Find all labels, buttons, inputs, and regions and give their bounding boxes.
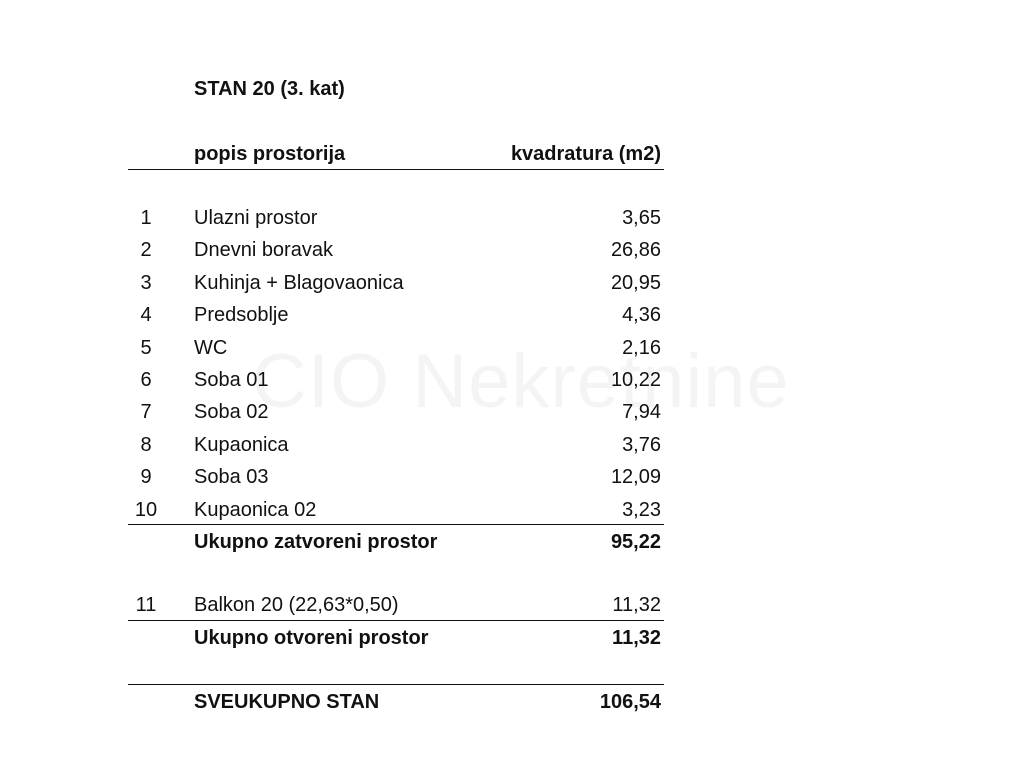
column-header-area: kvadratura (m2): [510, 143, 661, 165]
room-name: Soba 02: [194, 401, 269, 424]
table-row: [128, 235, 664, 267]
row-number: 3: [140, 271, 152, 294]
room-area: 7,94: [622, 401, 661, 424]
grand-total-value: 106,54: [599, 691, 661, 713]
row-number: 8: [140, 433, 152, 456]
room-area: 11,32: [612, 594, 661, 616]
room-name: Kupaonica 02: [194, 498, 317, 521]
room-name: Predsoblje: [194, 304, 289, 327]
row-number: 10: [134, 498, 158, 521]
room-name: Soba 03: [194, 466, 269, 489]
room-area: 2,16: [622, 336, 661, 359]
table-row: [128, 430, 664, 462]
table-row: [128, 397, 664, 429]
row-number: 11: [135, 594, 157, 616]
open-total-row: [128, 627, 664, 653]
table-row-balcony: [128, 594, 664, 620]
closed-total-divider: [128, 524, 664, 525]
row-number: 7: [140, 401, 152, 424]
room-name: Ulazni prostor: [194, 207, 318, 229]
room-area: 3,76: [622, 433, 661, 456]
row-number: 2: [140, 239, 152, 262]
room-name: Kuhinja + Blagovaonica: [194, 271, 404, 294]
room-area: 3,65: [622, 207, 661, 229]
closed-total-value: 95,22: [610, 531, 661, 553]
room-area: 10,22: [610, 368, 661, 391]
room-name: Kupaonica: [194, 433, 289, 456]
room-area: 4,36: [622, 304, 661, 327]
grand-total-row: [128, 691, 664, 717]
room-list: [128, 203, 664, 527]
room-name: Balkon 20 (22,63*0,50): [194, 594, 399, 616]
page-title: STAN 20 (3. kat): [194, 78, 345, 100]
open-total-label: Ukupno otvoreni prostor: [194, 627, 429, 649]
closed-total-label: Ukupno zatvoreni prostor: [194, 531, 438, 553]
column-header-rooms: popis prostorija: [194, 143, 346, 165]
table-row: [128, 333, 664, 365]
table-row: [128, 300, 664, 332]
row-number: 5: [140, 336, 152, 359]
open-total-value: 11,32: [612, 627, 661, 649]
row-number: 1: [140, 207, 152, 229]
room-name: WC: [194, 336, 228, 359]
closed-total-row: [128, 531, 664, 557]
open-total-divider: [128, 620, 664, 621]
table-row: [128, 203, 664, 235]
table-header: [128, 143, 664, 169]
table-row: [128, 462, 664, 494]
row-number: 4: [140, 304, 152, 327]
room-area: 26,86: [610, 239, 661, 262]
grand-total-label: SVEUKUPNO STAN: [194, 691, 380, 713]
room-name: Soba 01: [194, 368, 269, 391]
row-number: 6: [140, 368, 152, 391]
grand-total-divider: [128, 684, 664, 685]
table-row: [128, 495, 664, 527]
room-area: 12,09: [610, 466, 661, 489]
table-row: [128, 365, 664, 397]
table-row: [128, 268, 664, 300]
row-number: 9: [140, 466, 152, 489]
room-area: 20,95: [610, 271, 661, 294]
room-name: Dnevni boravak: [194, 239, 333, 262]
room-area: 3,23: [622, 498, 661, 521]
header-divider: [128, 169, 664, 170]
